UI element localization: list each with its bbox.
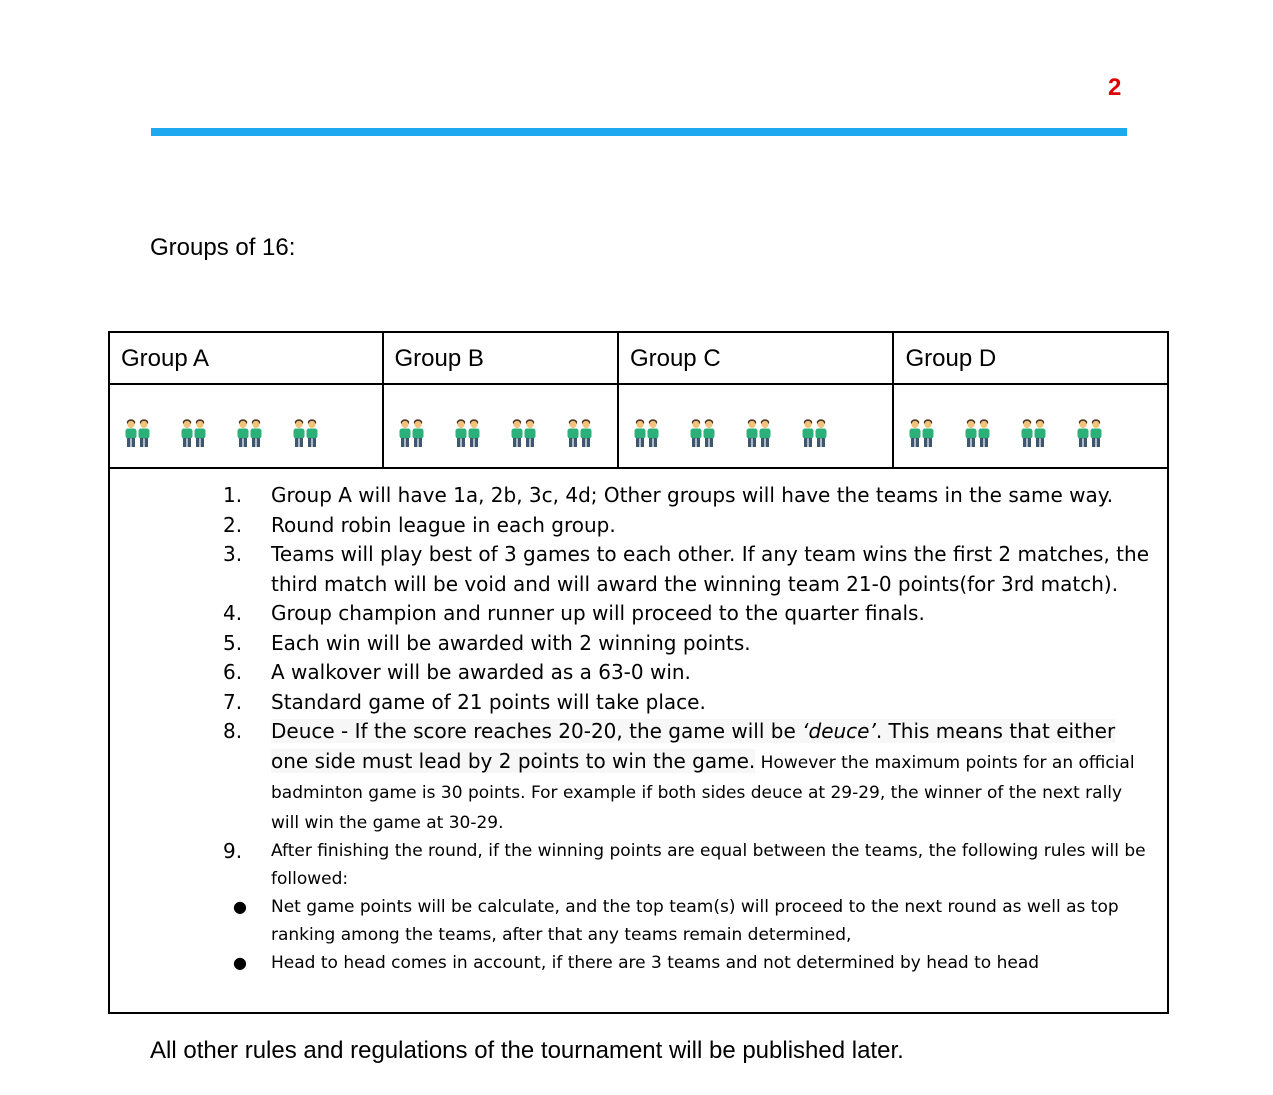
two-people-icon xyxy=(630,417,664,449)
bullet-icon: ● xyxy=(233,896,247,916)
rule-item xyxy=(110,688,1155,718)
group-a-header xyxy=(109,332,383,384)
deuce-term: ‘deuce’ xyxy=(802,719,876,743)
rule-item xyxy=(110,599,1155,629)
two-people-icon xyxy=(1017,417,1051,449)
rule-text: Standard game of 21 points will take place. xyxy=(271,689,706,714)
group-name: Group D xyxy=(905,345,997,372)
two-people-icon xyxy=(742,417,776,449)
list-number: 5. xyxy=(223,630,243,655)
two-people-icon xyxy=(905,417,939,449)
rule-item xyxy=(110,629,1155,659)
bullet-icon: ● xyxy=(233,952,247,972)
rule-text: Group champion and runner up will proceed to the quarter finals. xyxy=(271,601,925,625)
group-d-teams xyxy=(893,384,1168,468)
group-d-header xyxy=(893,332,1168,384)
footer-note: All other rules and regulations of the tournament will be published later. xyxy=(150,1037,904,1064)
two-people-icon xyxy=(121,417,155,449)
page-number: 2 xyxy=(1108,74,1122,101)
rule-text: Net game points will be calculate, and the top team(s) will proceed to the next round as well as top ranking among the teams, after that any teams remain determined, xyxy=(271,896,1119,945)
deuce-text-start: Deuce - If the score reaches 20-20, the game will be xyxy=(271,719,803,743)
two-people-icon xyxy=(177,417,211,449)
rule-item xyxy=(110,481,1155,511)
two-people-icon xyxy=(289,417,323,449)
group-name: Group B xyxy=(394,345,484,372)
two-people-icon xyxy=(395,417,429,449)
group-c-teams xyxy=(618,384,894,468)
rules-row xyxy=(109,468,1168,1013)
group-b-teams xyxy=(383,384,618,468)
tiebreak-bullet xyxy=(110,949,1155,977)
list-number: 2. xyxy=(223,512,243,537)
rules-list xyxy=(110,469,1167,977)
rule-text: After finishing the round, if the winning points are equal between the teams, the following rules will be followed: xyxy=(271,840,1146,889)
group-name: Group C xyxy=(629,345,721,372)
list-number: 4. xyxy=(223,601,243,625)
list-number: 9. xyxy=(223,838,243,863)
list-number: 7. xyxy=(223,689,243,714)
team-icon-row xyxy=(109,384,1168,468)
two-people-icon xyxy=(686,417,720,449)
rule-text: A walkover will be awarded as a 63-0 win. xyxy=(271,660,691,684)
rule-item xyxy=(110,658,1155,688)
deuce-max-points-text: However the maximum points for an official badminton game is 30 points. For example if both sides deuce at 29-29, the winner of the next rally will win the game at 30-29. xyxy=(271,752,1135,833)
rule-text: Head to head comes in account, if there are 3 teams and not determined by head to head xyxy=(271,952,1040,973)
list-number: 3. xyxy=(223,542,243,566)
two-people-icon xyxy=(233,417,267,449)
rule-text: Each win will be awarded with 2 winning points. xyxy=(271,630,751,655)
group-c-header xyxy=(618,332,894,384)
rules-cell xyxy=(109,468,1168,1013)
two-people-icon xyxy=(798,417,832,449)
rule-item xyxy=(110,511,1155,541)
section-heading: Groups of 16: xyxy=(150,234,296,261)
group-a-teams xyxy=(109,384,383,468)
list-number: 8. xyxy=(223,719,243,743)
two-people-icon xyxy=(1073,417,1107,449)
rule-item xyxy=(110,540,1155,599)
rule-text: Round robin league in each group. xyxy=(271,512,616,537)
list-number: 1. xyxy=(223,483,243,507)
two-people-icon xyxy=(961,417,995,449)
two-people-icon xyxy=(507,417,541,449)
two-people-icon xyxy=(563,417,597,449)
group-header-row xyxy=(109,332,1168,384)
group-name: Group A xyxy=(121,345,210,372)
rule-item-deuce xyxy=(110,717,1155,837)
list-number: 6. xyxy=(223,660,243,684)
tiebreak-bullet xyxy=(110,893,1155,949)
two-people-icon xyxy=(451,417,485,449)
groups-table xyxy=(108,331,1169,1014)
group-b-header xyxy=(383,332,618,384)
rule-text: Group A will have 1a, 2b, 3c, 4d; Other groups will have the teams in the same way. xyxy=(271,483,1114,507)
rule-text: Teams will play best of 3 games to each other. If any team wins the first 2 matches, the third match will be void and will award the winning team 21-0 points(for 3rd match). xyxy=(271,542,1150,596)
rule-item xyxy=(110,837,1155,893)
deuce-text-end: . This means that either one side must lead by 2 points to win the game. xyxy=(271,719,1116,773)
header-rule xyxy=(151,128,1127,136)
